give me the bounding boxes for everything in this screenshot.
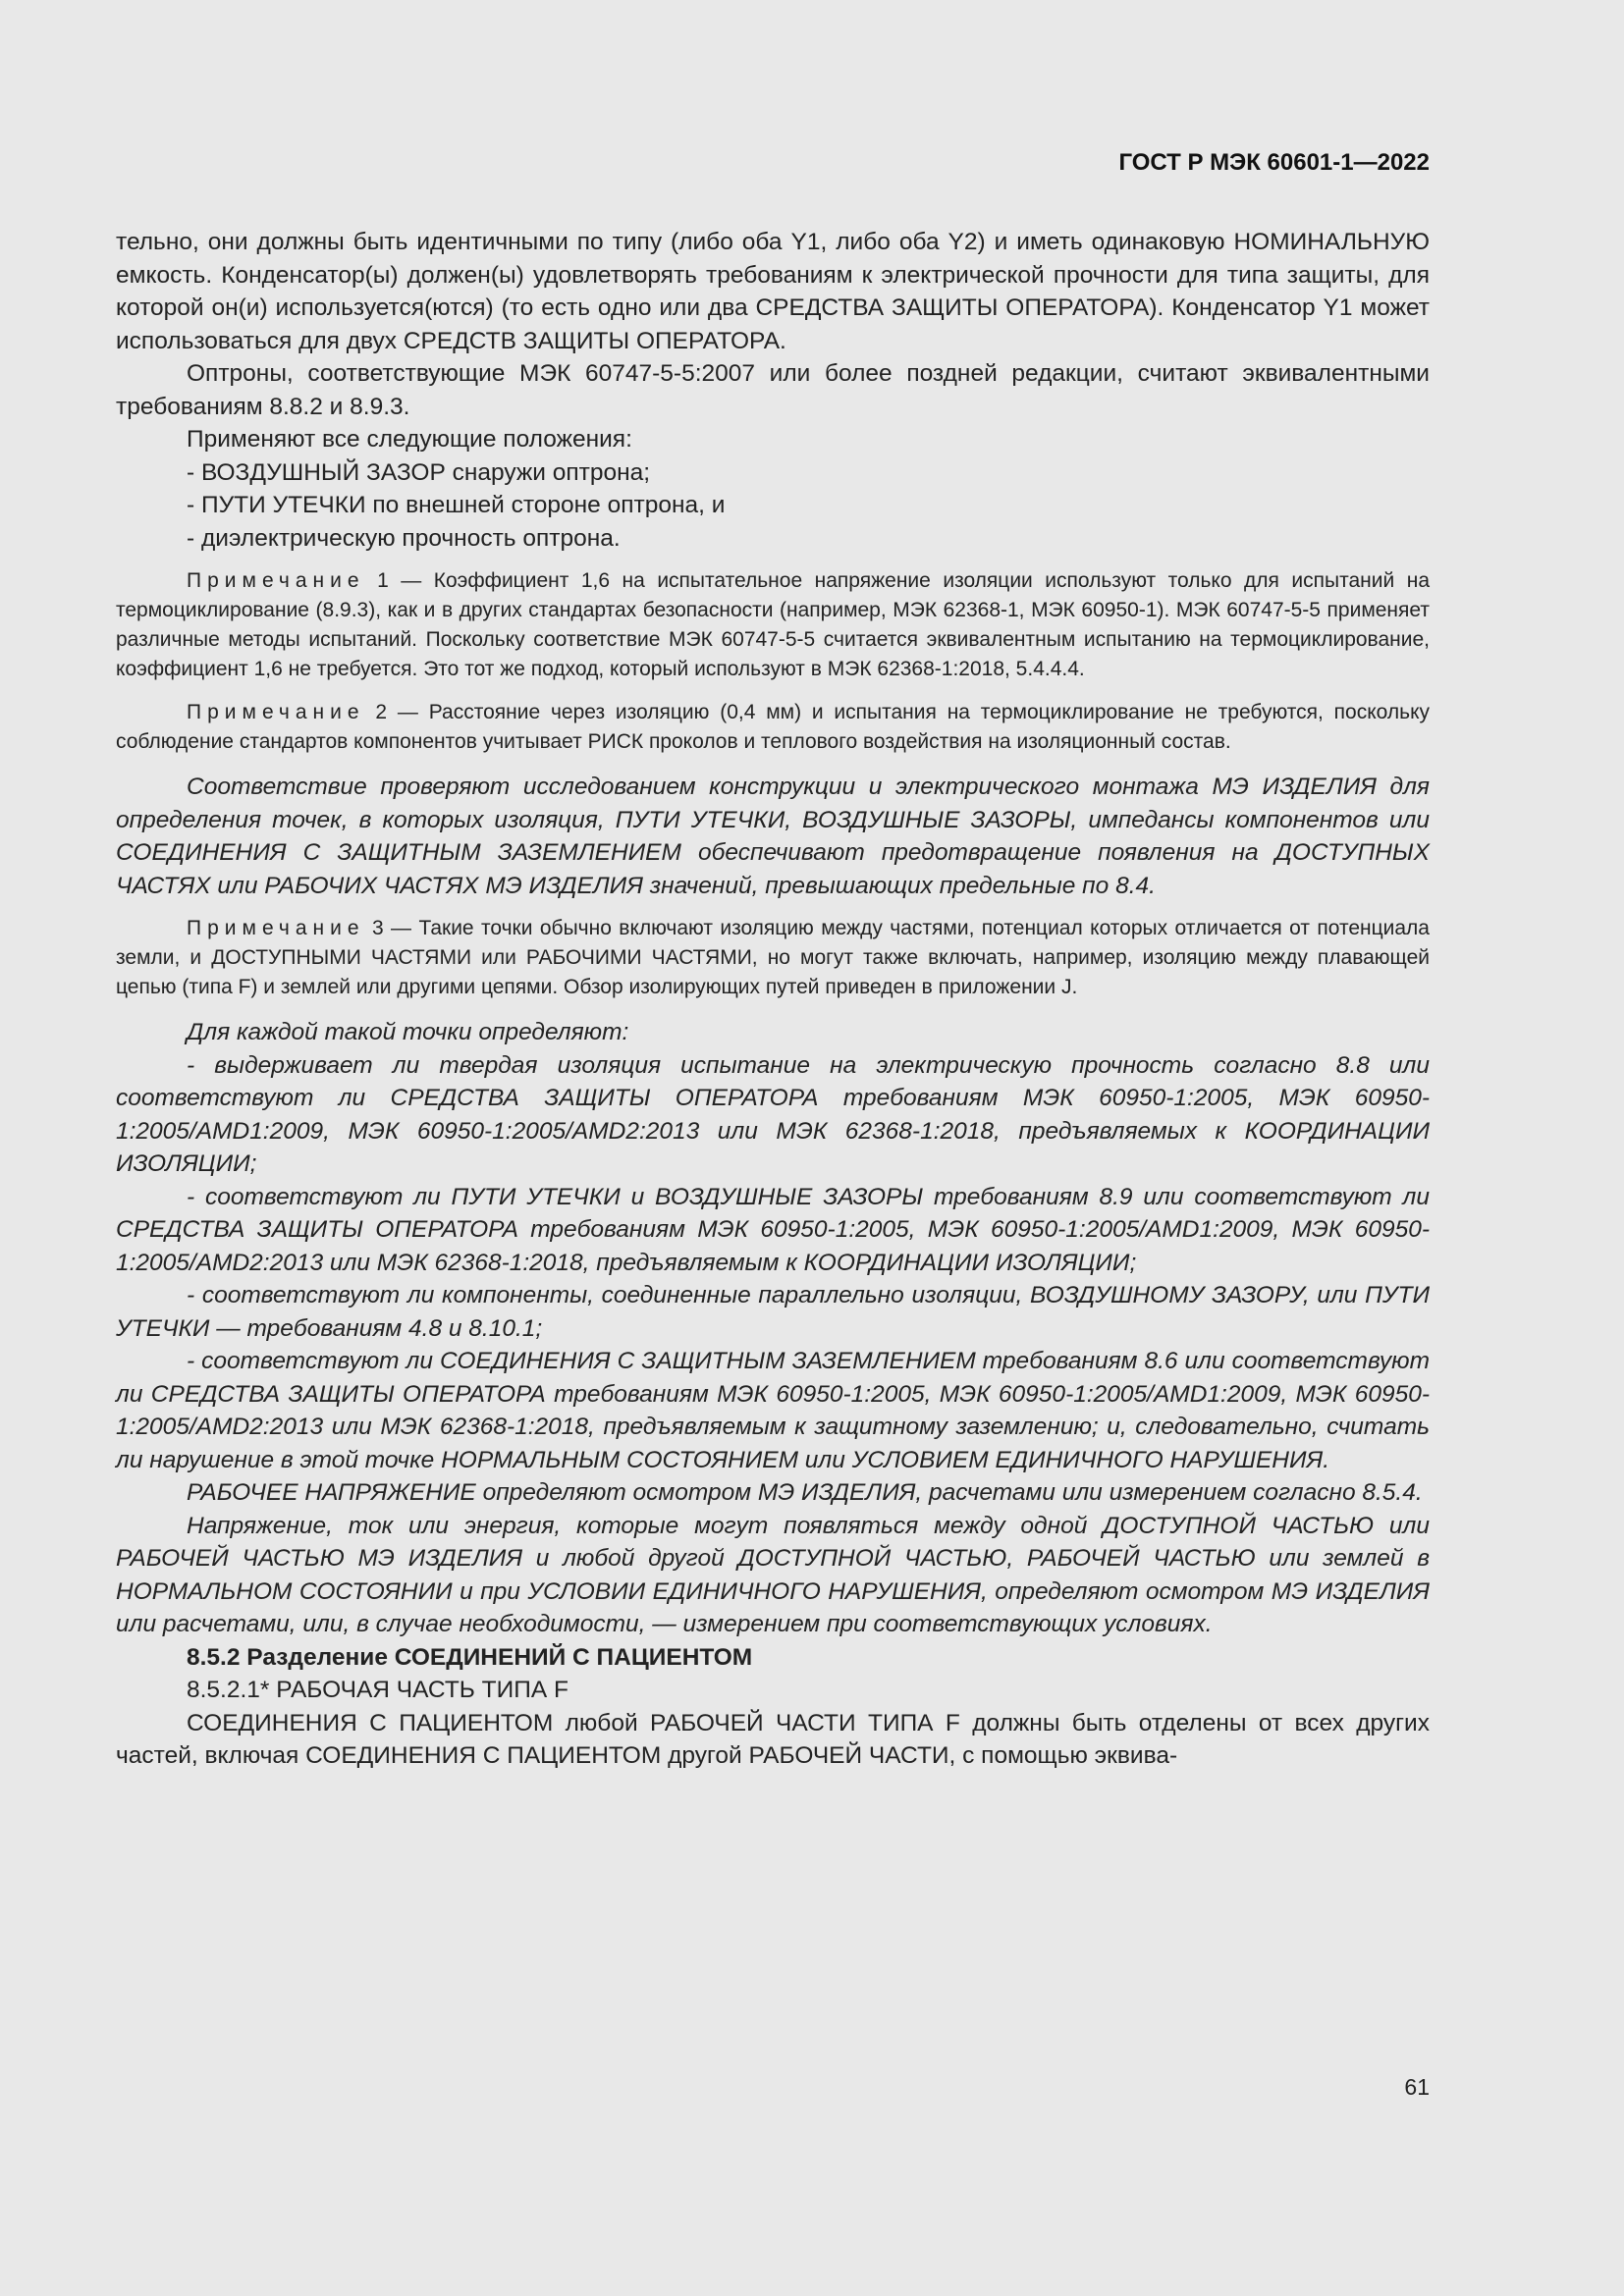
paragraph: РАБОЧЕЕ НАПРЯЖЕНИЕ определяют осмотром МЭ ИЗДЕЛИЯ, расчетами или измерением согласно 8.5.4. (187, 1479, 1423, 1506)
list-item: - ВОЗДУШНЫЙ ЗАЗОР снаружи оптрона; (187, 458, 651, 486)
paragraph: Оптроны, соответствующие МЭК 60747-5-5:2007 или более поздней редакции, считают эквивалентными требованиям 8.8.2 и 8.9.3. (116, 360, 1430, 420)
list-item: - выдерживает ли твердая изоляция испытание на электрическую прочность согласно 8.8 или соответствуют ли СРЕДСТВА ЗАЩИТЫ ОПЕРАТОРА требованиям МЭК 60950-1:2005, МЭК 60950-1:2005/AMD1:2009, МЭК 60950-1:2005/AMD2:2013 или МЭК 62368-1:2018, предъявляемых к КООРДИНАЦИИ ИЗОЛЯЦИИ; (116, 1051, 1430, 1177)
note-1 (116, 566, 1430, 684)
section-heading: 8.5.2 Разделение СОЕДИНЕНИЙ С ПАЦИЕНТОМ (187, 1643, 753, 1671)
standard-header: ГОСТ Р МЭК 60601-1—2022 (1118, 149, 1430, 176)
document-body (116, 226, 1430, 1773)
note-label: Примечание (187, 569, 365, 592)
note-label: Примечание (187, 701, 365, 723)
note-text: 3 — Такие точки обычно включают изоляцию между частями, потенциал которых отличается от потенциала земли, и ДОСТУПНЫМИ ЧАСТЯМИ или РАБОЧИМИ ЧАСТЯМИ, но могут также включать, например, изоляцию между плавающей цепью (типа F) и землей или другими цепями. Обзор изолирующих путей приведен в приложении J. (116, 917, 1430, 998)
list-item: - ПУТИ УТЕЧКИ по внешней стороне оптрона, и (187, 492, 726, 518)
list-item: - соответствуют ли СОЕДИНЕНИЯ С ЗАЩИТНЫМ ЗАЗЕМЛЕНИЕМ требованиям 8.6 или соответствуют ли СРЕДСТВА ЗАЩИТЫ ОПЕРАТОРА требованиям МЭК 60950-1:2005, МЭК 60950-1:2005/AMD1:2009, МЭК 60950-1:2005/AMD2:2013 или МЭК 62368-1:2018, предъявляемым к защитному заземлению; и, следовательно, считать ли нарушение в этой точке НОРМАЛЬНЫМ СОСТОЯНИЕМ или УСЛОВИЕМ ЕДИНИЧНОГО НАРУШЕНИЯ. (116, 1348, 1430, 1473)
page-number: 61 (1404, 2074, 1430, 2100)
list-item: - соответствуют ли компоненты, соединенные параллельно изоляции, ВОЗДУШНОМУ ЗАЗОРУ, или ПУТИ УТЕЧКИ — требованиям 4.8 и 8.10.1; (116, 1282, 1430, 1342)
paragraph: СОЕДИНЕНИЯ С ПАЦИЕНТОМ любой РАБОЧЕЙ ЧАСТИ ТИПА F должны быть отделены от всех других частей, включая СОЕДИНЕНИЯ С ПАЦИЕНТОМ другой РАБОЧЕЙ ЧАСТИ, с помощью эквива- (116, 1709, 1430, 1769)
paragraph: Применяют все следующие положения: (187, 426, 632, 453)
paragraph: Напряжение, ток или энергия, которые могут появляться между одной ДОСТУПНОЙ ЧАСТЬЮ или РАБОЧЕЙ ЧАСТЬЮ МЭ ИЗДЕЛИЯ и любой другой ДОСТУПНОЙ ЧАСТЬЮ, РАБОЧЕЙ ЧАСТЬЮ или землей в НОРМАЛЬНОМ СОСТОЯНИИ и при УСЛОВИИ ЕДИНИЧНОГО НАРУШЕНИЯ, определяют осмотром МЭ ИЗДЕЛИЯ или расчетами, или, в случае необходимости, — измерением при соответствующих условиях. (116, 1512, 1430, 1637)
subsection-heading: 8.5.2.1* РАБОЧАЯ ЧАСТЬ ТИПА F (187, 1677, 568, 1703)
note-2 (116, 698, 1430, 757)
paragraph: Соответствие проверяют исследованием конструкции и электрического монтажа МЭ ИЗДЕЛИЯ для определения точек, в которых изоляция, ПУТИ УТЕЧКИ, ВОЗДУШНЫЕ ЗАЗОРЫ, импедансы компонентов или СОЕДИНЕНИЯ С ЗАЩИТНЫМ ЗАЗЕМЛЕНИЕМ обеспечивают предотвращение появления на ДОСТУПНЫХ ЧАСТЯХ или РАБОЧИХ ЧАСТЯХ МЭ ИЗДЕЛИЯ значений, превышающих предельные по 8.4. (116, 774, 1430, 899)
note-3 (116, 914, 1430, 1002)
paragraph: Для каждой такой точки определяют: (187, 1019, 629, 1045)
note-text: 2 — Расстояние через изоляцию (0,4 мм) и испытания на термоциклирование не требуются, поскольку соблюдение стандартов компонентов учитывает РИСК проколов и теплового воздействия на изоляционный состав. (116, 701, 1430, 753)
note-text: 1 — Коэффициент 1,6 на испытательное напряжение изоляции используют только для испытаний на термоциклирование (8.9.3), как и в других стандартах безопасности (например, МЭК 62368-1, МЭК 60950-1). МЭК 60747-5-5 применяет различные методы испытаний. Поскольку соответствие МЭК 60747-5-5 считается эквивалентным испытанию на термоциклирование, коэффициент 1,6 не требуется. Это тот же подход, который используют в МЭК 62368-1:2018, 5.4.4.4. (116, 569, 1430, 680)
list-item: - соответствуют ли ПУТИ УТЕЧКИ и ВОЗДУШНЫЕ ЗАЗОРЫ требованиям 8.9 или соответствуют ли СРЕДСТВА ЗАЩИТЫ ОПЕРАТОРА требованиям МЭК 60950-1:2005, МЭК 60950-1:2005/AMD1:2009, МЭК 60950-1:2005/AMD2:2013 или МЭК 62368-1:2018, предъявляемым к КООРДИНАЦИИ ИЗОЛЯЦИИ; (116, 1183, 1430, 1276)
note-label: Примечание (187, 917, 365, 939)
list-item: - диэлектрическую прочность оптрона. (187, 524, 621, 552)
paragraph: тельно, они должны быть идентичными по типу (либо оба Y1, либо оба Y2) и иметь одинаковую НОМИНАЛЬНУЮ емкость. Конденсатор(ы) должен(ы) удовлетворять требованиям к электрической прочности для типа защиты, для которой он(и) используется(ются) (то есть одно или два СРЕДСТВА ЗАЩИТЫ ОПЕРАТОРА). Конденсатор Y1 может использоваться для двух СРЕДСТВ ЗАЩИТЫ ОПЕРАТОРА. (116, 229, 1430, 354)
